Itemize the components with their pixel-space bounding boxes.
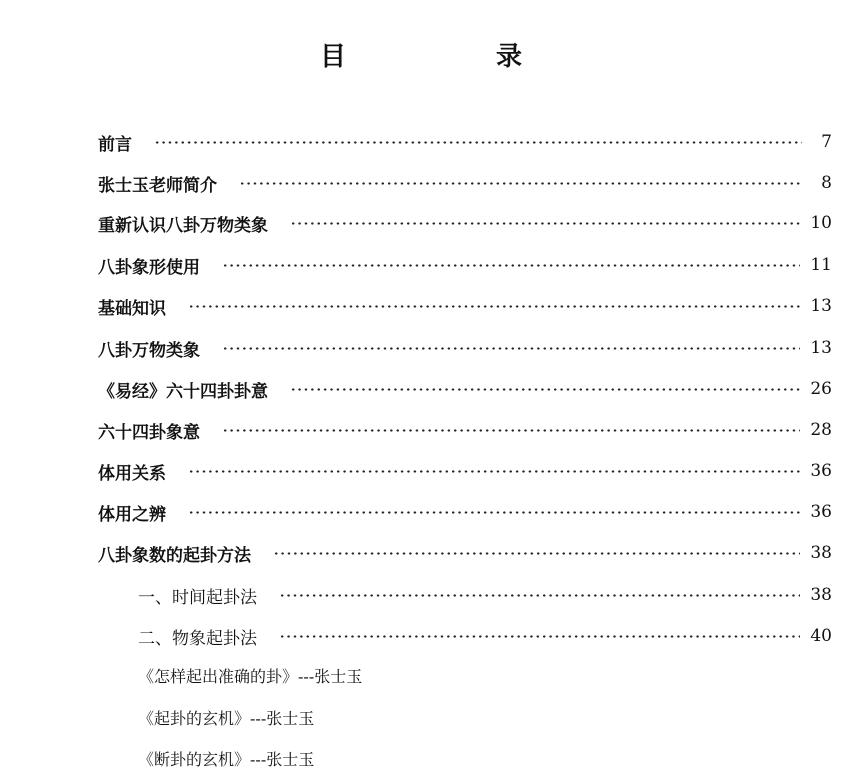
- toc-dot-leader: [154, 141, 802, 144]
- toc-entry-page: 11: [810, 255, 832, 275]
- toc-dot-leader: [239, 182, 802, 185]
- toc-entry-title: 六十四卦象意: [98, 422, 200, 443]
- toc-entry[interactable]: [98, 209, 832, 237]
- toc-entry-title: 八卦象数的起卦方法: [98, 545, 251, 566]
- toc-entry[interactable]: [98, 498, 832, 526]
- toc-entry[interactable]: [98, 251, 832, 279]
- toc-entry-title: 二、物象起卦法: [138, 628, 257, 649]
- article-reference: 《断卦的玄机》---张士玉: [138, 750, 315, 769]
- toc-subentry[interactable]: [138, 622, 832, 650]
- toc-dot-leader: [222, 347, 800, 350]
- toc-dot-leader: [290, 222, 800, 225]
- toc-dot-leader: [188, 305, 800, 308]
- toc-dot-leader: [279, 635, 800, 638]
- toc-dot-leader: [188, 470, 800, 473]
- toc-dot-leader: [188, 511, 800, 514]
- toc-entry[interactable]: [98, 539, 832, 567]
- toc-entry-title: 八卦万物类象: [98, 340, 200, 361]
- toc-entry-page: 38: [810, 585, 832, 605]
- toc-entry-page: 8: [821, 173, 832, 193]
- toc-entry[interactable]: [98, 334, 832, 362]
- toc-entry-title: 张士玉老师简介: [98, 175, 217, 196]
- toc-entry[interactable]: [98, 416, 832, 444]
- toc-entry-page: 36: [810, 502, 832, 522]
- toc-entry-title: 前言: [98, 134, 132, 155]
- article-reference: 《怎样起出准确的卦》---张士玉: [138, 667, 363, 686]
- toc-entry-title: 一、时间起卦法: [138, 587, 257, 608]
- toc-entry-title: 八卦象形使用: [98, 257, 200, 278]
- toc-entry-page: 13: [810, 338, 832, 358]
- toc-entry-title: 体用关系: [98, 463, 166, 484]
- toc-entry-page: 40: [810, 626, 832, 646]
- toc-entry-title: 基础知识: [98, 298, 166, 319]
- toc-entry[interactable]: [98, 169, 832, 197]
- toc-entry-title: 重新认识八卦万物类象: [98, 215, 268, 236]
- toc-dot-leader: [290, 388, 800, 391]
- toc-entry-page: 26: [810, 379, 832, 399]
- toc-dot-leader: [273, 552, 800, 555]
- toc-entry[interactable]: [98, 128, 832, 156]
- toc-dot-leader: [222, 264, 800, 267]
- toc-entry-page: 10: [810, 213, 832, 233]
- toc-entry[interactable]: [98, 292, 832, 320]
- toc-subentry[interactable]: [138, 581, 832, 609]
- toc-entry-page: 7: [821, 132, 832, 152]
- toc-entry-title: 《易经》六十四卦卦意: [98, 381, 268, 402]
- toc-entry-page: 36: [810, 461, 832, 481]
- page-title: 目 录: [319, 42, 584, 72]
- toc-entry-page: 28: [810, 420, 832, 440]
- toc-entry-page: 13: [810, 296, 832, 316]
- toc-entry-title: 体用之辨: [98, 504, 166, 525]
- toc-entry[interactable]: [98, 375, 832, 403]
- toc-entry[interactable]: [98, 457, 832, 485]
- toc-entry-page: 38: [810, 543, 832, 563]
- toc-dot-leader: [279, 594, 800, 597]
- article-reference: 《起卦的玄机》---张士玉: [138, 709, 315, 728]
- toc-dot-leader: [222, 429, 800, 432]
